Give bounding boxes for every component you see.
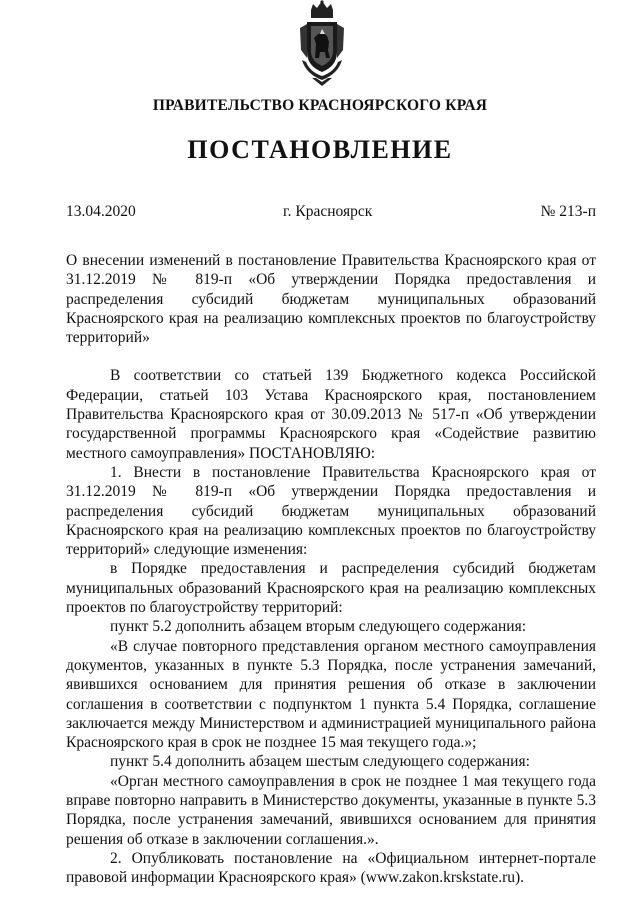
paragraph-preamble: В соответствии со статьей 139 Бюджетного кодекса Российской Федерации, статьей 103 Устава Красноярского края, постановлением Правительства Красноярского края от 30.09.2013 № 517-п «Об утверждении государственной программы Красноярского края «Содействие развитию местного самоуправления» ПОСТАНОВЛЯЮ: [66, 367, 596, 462]
paragraph-point-5-4: пункт 5.4 дополнить абзацем шестым следующего содержания: [110, 753, 530, 771]
government-name: ПРАВИТЕЛЬСТВО КРАСНОЯРСКОГО КРАЯ [152, 97, 488, 114]
document-body [66, 251, 596, 888]
coat-of-arms-icon [298, 0, 346, 86]
document-title: О внесении изменений в постановление Правительства Красноярского края от 31.12.2019 № 819-п «Об утверждении Порядка предоставления и распределения субсидий бюджетам муниципальных образований Красноярского края на реализацию комплексных проектов по благоустройству территорий» [66, 252, 596, 347]
document-number: № 213-п [540, 203, 596, 220]
document-date: 13.04.2020 [66, 203, 136, 220]
paragraph-item-1: 1. Внести в постановление Правительства Красноярского края от 31.12.2019 № 819-п «Об утверждении Порядка предоставления и распределения субсидий бюджетам муниципальных образований Красноярского края на реализацию комплексных проектов по благоустройству территорий» следующие изменения: [66, 463, 596, 559]
paragraph-quote-5-2: «В случае повторного представления органом местного самоуправления документов, указанных в пункте 5.3 Порядка, после устранения замечаний, явившихся основанием для принятия решения об отказе в заключении соглашения в соответствии с подпунктом 1 пункта 5.4 Порядка, соглашение заключается между Министерством и администрацией муниципального района Красноярского края в срок не позднее 15 мая текущего года.»; [66, 637, 596, 752]
paragraph-point-5-2: пункт 5.2 дополнить абзацем вторым следующего содержания: [110, 618, 527, 636]
paragraph-item-2: 2. Опубликовать постановление на «Официальном интернет-портале правовой информации Красноярского края» (www.zakon.krskstate.ru). [66, 849, 596, 887]
document-meta [66, 203, 596, 223]
paragraph-procedure: в Порядке предоставления и распределения субсидий бюджетам муниципальных образований Красноярского края на реализацию комплексных проектов по благоустройству территорий: [66, 560, 596, 617]
document-type: ПОСТАНОВЛЕНИЕ [187, 135, 453, 164]
paragraph-quote-5-4: «Орган местного самоуправления в срок не позднее 1 мая текущего года вправе повторно направить в Министерство документы, указанные в пункте 5.3 Порядка, после устранения замечаний, явившихся основанием для принятия решения об отказе в заключении соглашения.». [66, 772, 596, 848]
document-city: г. Красноярск [283, 203, 373, 220]
